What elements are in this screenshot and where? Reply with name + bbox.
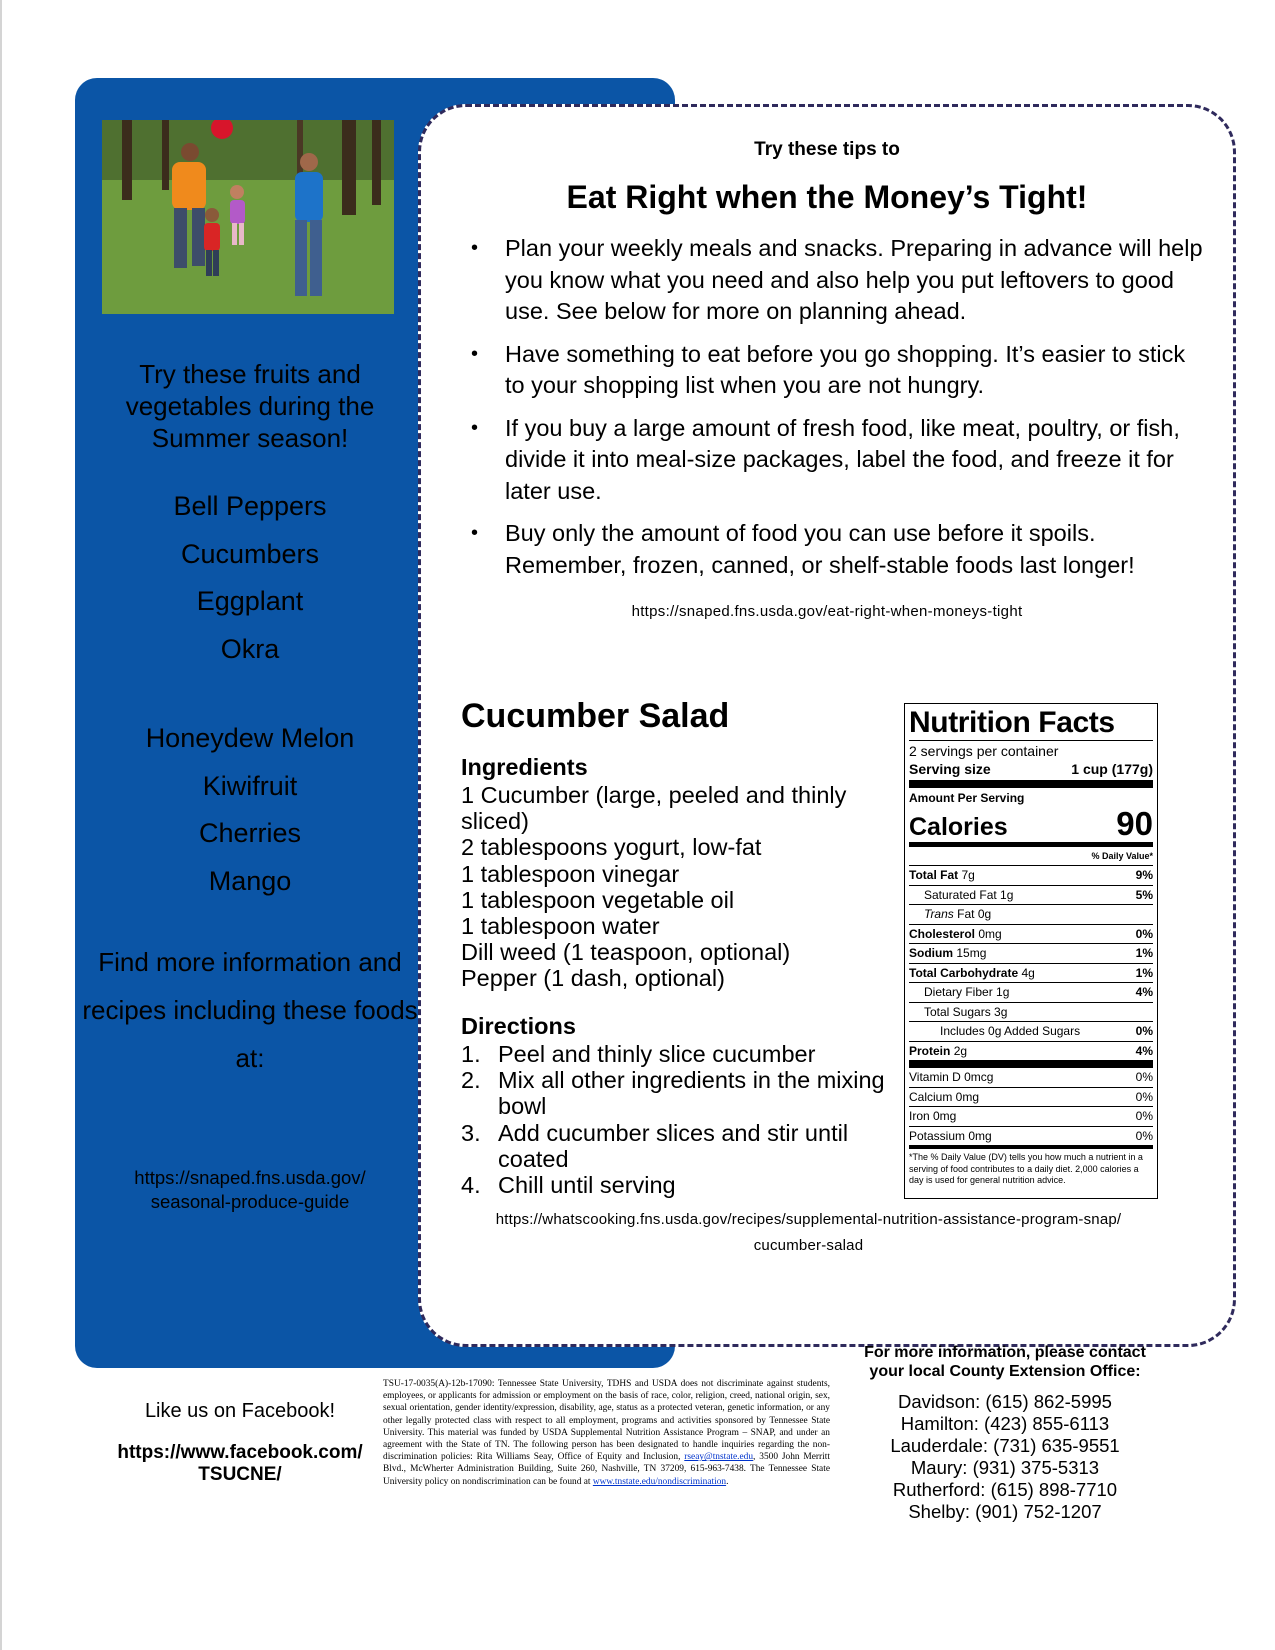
nutrient-row-calcium xyxy=(909,1088,1153,1108)
tip-item: • If you buy a large amount of fresh food, like meat, poultry, or fish, divide it into meal-size packages, label the food, and freeze it for later use. xyxy=(469,413,1209,508)
nutrient-label: Potassium 0mg xyxy=(909,1128,992,1143)
nutrient-label: Total Carbohydrate xyxy=(909,965,1019,980)
direction-step xyxy=(461,1120,901,1172)
find-more-text: Find more information and recipes including these foods at: xyxy=(82,947,418,1073)
direction-step xyxy=(461,1172,901,1198)
step-number: 2. xyxy=(461,1067,481,1094)
nutrient-percent: 0% xyxy=(1135,1109,1153,1123)
ingredient-item: Pepper (1 dash, optional) xyxy=(461,965,725,992)
nondiscrimination-disclaimer xyxy=(383,1378,830,1488)
direction-step xyxy=(461,1041,901,1067)
extension-office-list xyxy=(840,1391,1170,1523)
facebook-like-text: Like us on Facebook! xyxy=(144,1400,336,1422)
facebook-url-line: https://www.facebook.com/ xyxy=(117,1442,363,1463)
nutrient-label: Vitamin D 0mcg xyxy=(909,1070,994,1084)
nutrition-title: Nutrition Facts xyxy=(909,706,1115,739)
nutrient-label: Iron 0mg xyxy=(909,1109,957,1123)
season-heading: Try these fruits and vegetables during the Summer season! xyxy=(125,359,375,453)
tips-list xyxy=(469,233,1209,592)
nutrient-amount: 7g xyxy=(961,868,975,882)
nutrient-amount: 15mg xyxy=(956,946,987,960)
produce-item: Eggplant xyxy=(196,586,304,617)
tip-item: • Plan your weekly meals and snacks. Preparing in advance will help you know what you need and also help you put leftovers to good use. See below for more on planning ahead. xyxy=(469,233,1209,328)
nutrient-label: Saturated Fat 1g xyxy=(924,887,1014,902)
nutrient-percent: 0% xyxy=(1135,1128,1153,1143)
nutrient-label: Protein xyxy=(909,1043,951,1058)
nutrient-row-sodium xyxy=(909,944,1153,964)
tip-item: • Have something to eat before you go shopping. It’s easier to stick to your shopping list when you are not hungry. xyxy=(469,339,1209,402)
tips-title: Eat Right when the Money’s Tight! xyxy=(566,179,1088,215)
nutrient-amount: 2g xyxy=(953,1043,968,1058)
contact-heading-line: your local County Extension Office: xyxy=(869,1363,1141,1380)
family-photo-illustration xyxy=(102,120,394,314)
nutrition-facts-label xyxy=(904,703,1158,1199)
ingredients-heading: Ingredients xyxy=(461,754,588,780)
nutrient-percent: 1% xyxy=(1135,946,1153,960)
nutrient-row-saturated-fat xyxy=(909,886,1153,906)
nutrient-percent: 4% xyxy=(1135,985,1153,999)
step-text: Chill until serving xyxy=(498,1172,676,1199)
extension-office: Hamilton: (423) 855-6113 xyxy=(900,1413,1110,1434)
vegetable-list xyxy=(75,483,425,673)
ingredient-item: Dill weed (1 teaspoon, optional) xyxy=(461,939,791,966)
produce-item: Honeydew Melon xyxy=(145,723,355,753)
produce-item: Cherries xyxy=(198,818,302,849)
extension-office: Rutherford: (615) 898-7710 xyxy=(892,1479,1118,1500)
nutrient-row-vitamin-d xyxy=(909,1068,1153,1088)
tips-source-link[interactable]: https://snaped.fns.usda.gov/eat-right-when-moneys-tight xyxy=(631,603,1023,620)
step-number: 4. xyxy=(461,1172,481,1199)
nutrient-row-fiber xyxy=(909,983,1153,1003)
step-text: Peel and thinly slice cucumber xyxy=(498,1041,816,1067)
ingredient-item: 1 Cucumber (large, peeled and thinly sliced) xyxy=(461,782,847,835)
nutrient-row-sugars xyxy=(909,1003,1153,1023)
step-number: 1. xyxy=(461,1041,481,1067)
serving-size-row xyxy=(909,760,1153,788)
nutrient-row-protein xyxy=(909,1042,1153,1069)
page-edge xyxy=(0,0,2,1650)
nutrient-row-total-fat xyxy=(909,866,1153,886)
nutrient-label: Includes 0g Added Sugars xyxy=(940,1024,1081,1038)
family-playing-photo xyxy=(102,120,394,314)
nutrient-label: Total Fat xyxy=(909,868,959,882)
facebook-url-line: TSUCNE/ xyxy=(198,1464,282,1485)
directions-list xyxy=(461,1041,901,1198)
ingredients-list xyxy=(461,782,881,992)
nutrient-percent: 0% xyxy=(1135,1070,1153,1084)
step-text: Mix all other ingredients in the mixing bowl xyxy=(498,1067,885,1120)
extension-office: Lauderdale: (731) 635-9551 xyxy=(890,1435,1120,1456)
nutrient-label: Total Sugars 3g xyxy=(924,1004,1008,1019)
nutrient-amount: 0mg xyxy=(978,926,1002,941)
recipe-source-line: cucumber-salad xyxy=(753,1237,864,1254)
nutrient-row-cholesterol xyxy=(909,925,1153,945)
direction-step xyxy=(461,1067,901,1119)
sidebar-content xyxy=(75,78,425,1368)
recipe-source-link[interactable] xyxy=(421,1207,1196,1259)
nutrient-amount: Fat 0g xyxy=(957,907,992,921)
produce-item: Okra xyxy=(220,633,280,664)
step-text: Add cucumber slices and stir until coated xyxy=(498,1119,849,1172)
produce-item: Cucumbers xyxy=(180,538,320,569)
produce-url-line: seasonal-produce-guide xyxy=(150,1191,350,1212)
nutrient-row-added-sugars xyxy=(909,1022,1153,1042)
contact-heading xyxy=(840,1343,1170,1381)
produce-item: Bell Peppers xyxy=(173,491,327,521)
amount-per-serving: Amount Per Serving xyxy=(909,791,1025,805)
ingredient-item: 1 tablespoon vinegar xyxy=(461,860,680,887)
ingredient-item: 2 tablespoons yogurt, low-fat xyxy=(461,834,762,861)
nutrient-row-carbohydrate xyxy=(909,964,1153,984)
nutrient-row-trans-fat xyxy=(909,905,1153,925)
seasonal-produce-link[interactable] xyxy=(75,1166,425,1214)
daily-value-footnote: *The % Daily Value (DV) tells you how much a nutrient in a serving of food contributes to a daily diet. 2,000 calories a day is used for general nutrition advice. xyxy=(909,1152,1143,1185)
calories-label: Calories xyxy=(909,813,1008,841)
disclaimer-email-link[interactable]: rseay@tnstate.edu xyxy=(684,1452,754,1463)
ingredient-item: 1 tablespoon vegetable oil xyxy=(461,886,735,913)
nutrient-label: Cholesterol xyxy=(909,926,976,941)
ingredient-item: 1 tablespoon water xyxy=(461,913,660,940)
contact-heading-line: For more information, please contact xyxy=(864,1344,1146,1361)
disclaimer-text: , 3500 John Merritt Blvd., McWherter Administration Building, Suite 260, Nashville, TN 37209, 615-963-7438. The Tennessee State University policy on nondiscrimination can be found at xyxy=(383,1452,830,1487)
produce-url-line: https://snaped.fns.usda.gov/ xyxy=(134,1167,366,1188)
extension-office: Maury: (931) 375-5313 xyxy=(910,1457,1100,1478)
extension-office: Shelby: (901) 752-1207 xyxy=(908,1501,1102,1522)
disclaimer-text: TSU-17-0035(A)-12b-17090: Tennessee State University, TDHS and USDA does not discriminate against students, employees, or applicants for admission or employment on the basis of race, color, religion, creed, national origin, sex, sexual orientation, gender identity/expression, disability, age, status as a protected veteran, genetic information, or any other legally protected class with respect to all employment, programs and activities sponsored by Tennessee State University. This material was funded by USDA Supplemental Nutrition Assistance Program – SNAP, and under an agreement with the State of TN. The following person has been designated to handle inquiries regarding the non-discrimination policies: Rita Williams Seay, Office of Equity and Inclusion, xyxy=(383,1379,830,1463)
step-number: 3. xyxy=(461,1119,481,1146)
produce-item: Kiwifruit xyxy=(202,770,298,801)
calories-value: 90 xyxy=(1116,805,1153,842)
nutrient-label: Sodium xyxy=(909,946,953,960)
fruit-list xyxy=(75,715,425,905)
nutrient-percent: 9% xyxy=(1135,868,1153,882)
tips-intro: Try these tips to xyxy=(754,139,900,160)
nutrient-percent: 5% xyxy=(1135,887,1153,902)
serving-size-label: Serving size xyxy=(909,761,991,777)
daily-value-heading: % Daily Value* xyxy=(909,847,1153,866)
nutrient-percent: 0% xyxy=(1135,1089,1153,1104)
produce-item: Mango xyxy=(208,865,292,896)
nutrient-row-potassium xyxy=(909,1127,1153,1150)
nutrient-percent: 0% xyxy=(1135,1024,1153,1038)
directions-heading: Directions xyxy=(461,1013,576,1039)
nutrient-percent: 1% xyxy=(1135,965,1153,980)
nutrient-percent: 4% xyxy=(1135,1043,1153,1058)
calories-row xyxy=(909,806,1153,847)
serving-size-value: 1 cup (177g) xyxy=(1071,761,1153,777)
recipe-title: Cucumber Salad xyxy=(461,697,730,735)
nutrient-label: Trans xyxy=(924,907,954,921)
tip-item: • Buy only the amount of food you can use before it spoils. Remember, frozen, canned, or shelf-stable foods last longer! xyxy=(469,518,1209,581)
servings-per-container: 2 servings per container xyxy=(909,740,1153,760)
nutrient-label: Calcium 0mg xyxy=(909,1089,980,1104)
nutrient-label: Dietary Fiber 1g xyxy=(924,985,1010,999)
nutrient-amount: 4g xyxy=(1021,965,1035,980)
extension-office: Davidson: (615) 862-5995 xyxy=(898,1391,1112,1412)
nutrient-percent: 0% xyxy=(1135,926,1153,941)
nutrient-row-iron xyxy=(909,1107,1153,1127)
recipe-source-line: https://whatscooking.fns.usda.gov/recipes/supplemental-nutrition-assistance-program-snap/ xyxy=(495,1211,1122,1228)
disclaimer-text: . xyxy=(726,1476,729,1487)
nondiscrimination-link[interactable]: www.tnstate.edu/nondiscrimination xyxy=(592,1476,727,1487)
facebook-link[interactable] xyxy=(100,1442,380,1486)
